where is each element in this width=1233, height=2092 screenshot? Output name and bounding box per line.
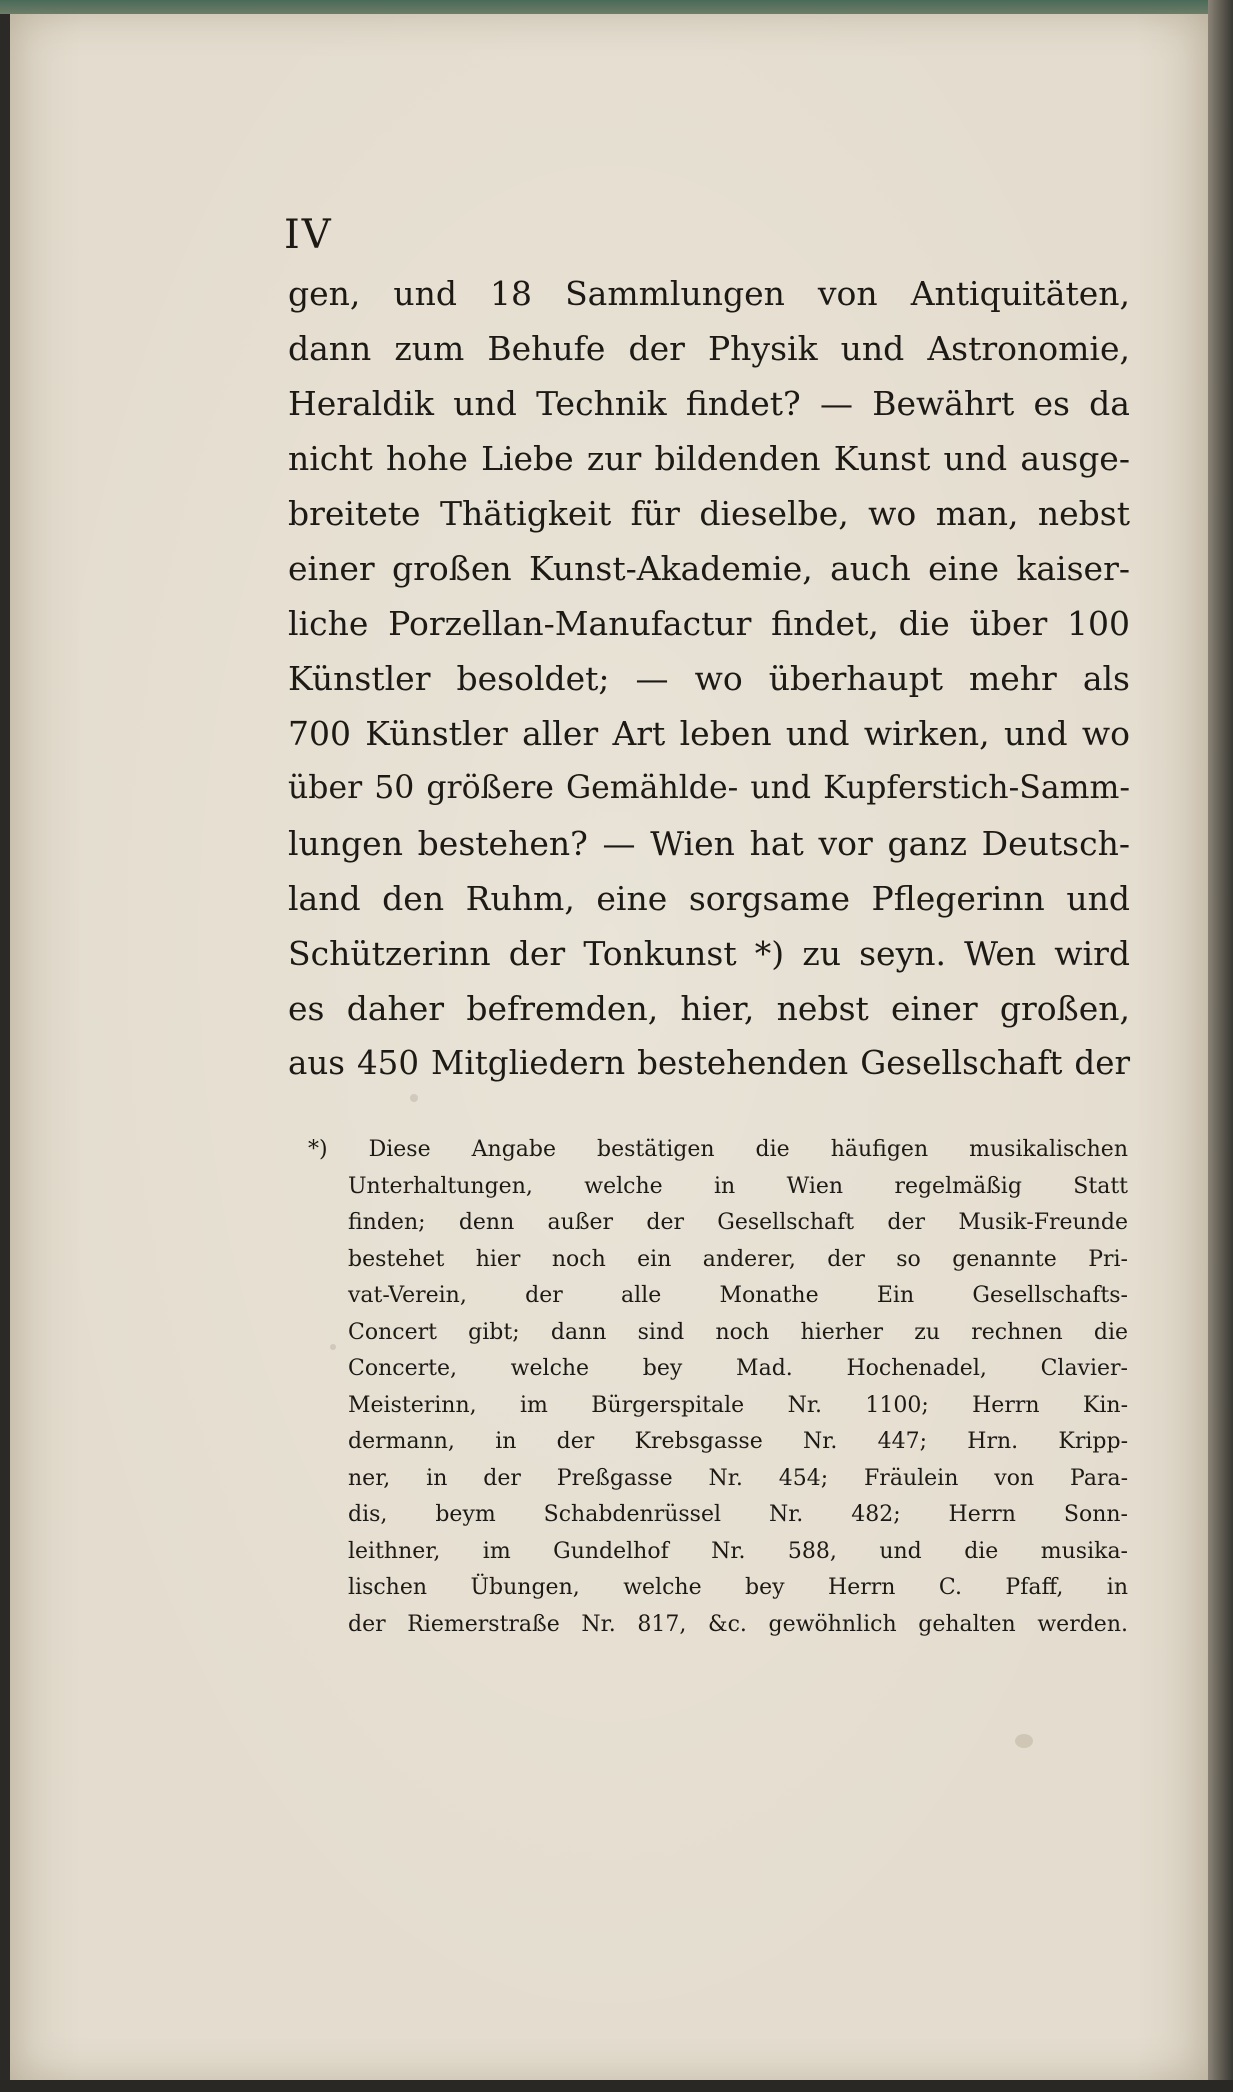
book-edge-bottom [0,2080,1233,2092]
footnote-line: Unterhaltungen, welche in Wien regelmäßig Statt [348,1173,1128,1199]
footnote-line: dis, beym Schabdenrüssel Nr. 482; Herrn Sonn- [348,1502,1128,1527]
footnote-line: dermann, in der Krebsgasse Nr. 447; Hrn. Kripp- [348,1429,1128,1454]
main-text [288,266,1130,1091]
text-line: lungen bestehen? — Wien hat vor ganz Deutsch- [288,824,1130,863]
footnote-line: der Riemerstraße Nr. 817, &c. gewöhnlich gehalten werden. [348,1611,1128,1637]
footnote-line: *) Diese Angabe bestätigen die häufigen musikalischen [308,1137,1128,1162]
book-edge-right [1208,0,1233,2092]
text-line: 700 Künstler aller Art leben und wirken, und wo [288,714,1130,753]
paper-speck [1015,1734,1033,1748]
footnote-line: bestehet hier noch ein anderer, der so genannte Pri- [348,1246,1128,1272]
text-line: über 50 größere Gemählde- und Kupferstich-Samm- [288,770,1130,806]
footnote [308,1132,1128,1643]
text-line: es daher befremden, hier, nebst einer großen, [288,989,1130,1028]
footnote-line: Meisterinn, im Bürgerspitale Nr. 1100; Herrn Kin- [348,1392,1128,1418]
footnote-line: finden; denn außer der Gesellschaft der Musik-Freunde [348,1210,1128,1235]
footnote-line: ner, in der Preßgasse Nr. 454; Fräulein von Para- [348,1465,1128,1491]
text-line: gen, und 18 Sammlungen von Antiquitäten, [288,274,1130,313]
text-line: land den Ruhm, eine sorgsame Pflegerinn und [288,879,1130,918]
footnote-line: vat-Verein, der alle Monathe Ein Gesellschafts- [348,1283,1128,1308]
book-edge-top [0,0,1233,14]
footnote-line: leithner, im Gundelhof Nr. 588, und die musika- [348,1538,1128,1564]
text-line: Schützerinn der Tonkunst *) zu seyn. Wen wird [288,934,1130,973]
footnote-line: lischen Übungen, welche bey Herrn C. Pfaff, in [348,1575,1128,1600]
text-line: liche Porzellan-Manufactur findet, die über 100 [288,604,1130,643]
text-line: einer großen Kunst-Akademie, auch eine kaiser- [288,549,1130,588]
footnote-line: Concert gibt; dann sind noch hierher zu rechnen die [348,1319,1128,1345]
text-line: aus 450 Mitgliedern bestehenden Gesellschaft der [288,1044,1130,1082]
text-line: nicht hohe Liebe zur bildenden Kunst und ausge- [288,439,1130,478]
text-line: breitete Thätigkeit für dieselbe, wo man, nebst [288,494,1130,533]
paper-speck [410,1094,418,1102]
text-line: Künstler besoldet; — wo überhaupt mehr als [288,659,1130,698]
page-number: IV [284,212,333,258]
text-line: Heraldik und Technik findet? — Bewährt es da [288,384,1130,423]
text-line: dann zum Behufe der Physik und Astronomie, [288,329,1130,368]
footnote-line: Concerte, welche bey Mad. Hochenadel, Clavier- [348,1356,1128,1381]
